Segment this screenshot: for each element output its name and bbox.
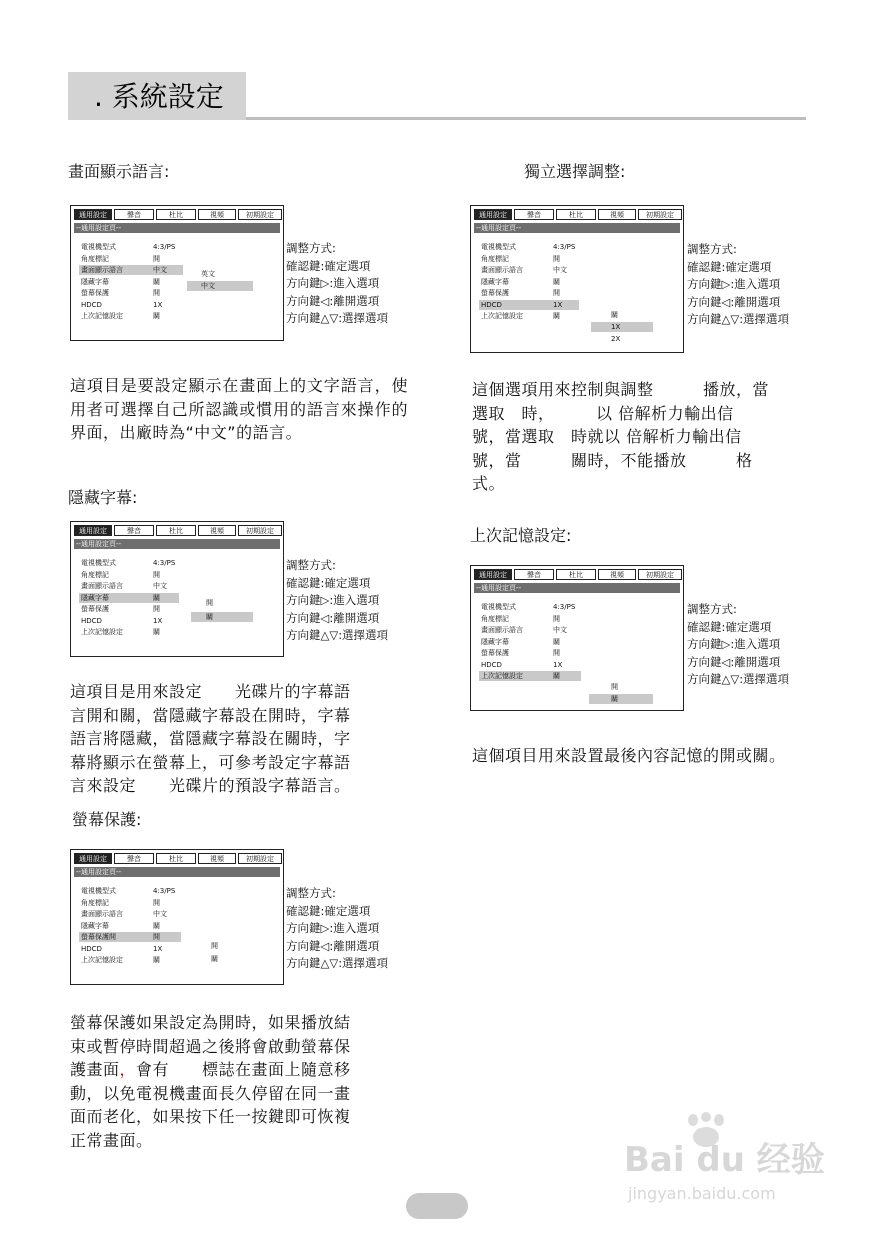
instruction-line: 方向鍵△▽:選擇選項	[286, 311, 389, 325]
osd-setting-label: 畫面顯示語言	[481, 626, 523, 634]
instruction-line: 方向鍵▷:進入選項	[286, 276, 380, 290]
osd-setting-row[interactable]	[71, 932, 283, 942]
osd-setting-value: 1X	[553, 300, 563, 309]
instruction-line: 確認鍵:確定選項	[286, 903, 371, 918]
osd-setting-value: 中文	[553, 626, 567, 634]
instruction-line: 確認鍵:確定選項	[286, 575, 371, 590]
osd-setting-value: 關	[553, 312, 560, 320]
osd-setting-label: 隱藏字幕	[81, 921, 109, 930]
osd-setting-value: 開	[153, 605, 160, 613]
osd-setting-value: 4:3/PS	[153, 243, 176, 251]
osd-panel-screen-saver	[70, 849, 284, 985]
osd-option[interactable]: 開	[211, 942, 218, 950]
osd-tab[interactable]: 聲音	[514, 209, 554, 220]
instructions-osd-language	[286, 240, 388, 328]
paragraph-line: 束或暫停時間超過之後將會啟動螢幕保	[70, 1036, 351, 1056]
osd-setting-row[interactable]	[71, 886, 283, 896]
osd-tab[interactable]: 聲音	[114, 525, 154, 536]
heading-closed-caption: 隱藏字幕:	[68, 488, 138, 507]
osd-option[interactable]: 開	[206, 599, 213, 607]
osd-tab-bar	[474, 209, 680, 221]
instructions-title: 調整方式:	[286, 241, 336, 255]
paragraph-line: 號，當選取 時就以 倍解析力輸出信	[472, 427, 742, 446]
osd-tab[interactable]: 杜比	[556, 569, 596, 580]
osd-setting-value: 關	[153, 277, 160, 286]
osd-setting-label: 隱藏字幕	[481, 637, 509, 646]
osd-setting-row[interactable]	[71, 593, 283, 603]
instruction-line: 確認鍵:確定選項	[687, 259, 772, 274]
osd-setting-value: 開	[553, 649, 560, 657]
paragraph-line: 言開和關，當隱藏字幕設在開時，字幕	[70, 705, 351, 725]
osd-setting-row[interactable]	[471, 242, 683, 252]
osd-setting-row[interactable]	[471, 311, 683, 321]
osd-section-bar: --通用設定頁--	[74, 867, 280, 877]
osd-tab[interactable]: 杜比	[556, 209, 596, 220]
osd-tab[interactable]: 聲音	[114, 853, 154, 864]
paragraph-hdcd	[472, 378, 808, 496]
instructions-last-memory	[687, 601, 789, 689]
osd-setting-label: HDCD	[481, 300, 502, 309]
osd-setting-value: 開	[153, 898, 160, 907]
instruction-line: 方向鍵◁:離開選項	[286, 293, 380, 308]
osd-setting-row[interactable]	[71, 955, 283, 965]
page-title: . 系統設定	[94, 80, 224, 113]
osd-setting-value: 開	[153, 254, 160, 263]
paragraph-line: 螢幕保護如果設定為開時，如果播放結	[70, 1013, 351, 1032]
osd-setting-value: 中文	[153, 582, 167, 590]
instruction-line: 方向鍵◁:離開選項	[687, 294, 781, 309]
osd-panel-closed-caption	[70, 521, 284, 657]
osd-tab-bar	[474, 569, 680, 581]
instructions-hdcd	[687, 241, 789, 329]
osd-setting-value: 關	[553, 672, 560, 680]
paragraph-last-memory: 這個項目用來設置最後內容記憶的開或關。	[472, 746, 786, 765]
instruction-line: 方向鍵△▽:選擇選項	[286, 628, 389, 642]
osd-setting-row[interactable]	[71, 909, 283, 919]
osd-setting-value: 1X	[153, 616, 163, 625]
osd-setting-value: 4:3/PS	[553, 243, 576, 251]
instruction-line: 方向鍵△▽:選擇選項	[687, 312, 790, 326]
osd-option[interactable]: 1X	[611, 323, 621, 331]
osd-setting-label: 電視機型式	[481, 603, 516, 611]
osd-setting-value: 關	[553, 277, 560, 286]
osd-tab-bar	[74, 209, 280, 221]
paragraph-line: 幕將顯示在螢幕上，可參考設定字幕語	[70, 752, 351, 772]
osd-setting-value: 開	[553, 254, 560, 263]
osd-option-highlight	[589, 694, 653, 704]
osd-setting-label: 畫面顯示語言	[81, 910, 123, 918]
red-comma: ，	[119, 1060, 137, 1079]
osd-setting-value: 開	[553, 289, 560, 297]
osd-setting-row[interactable]	[71, 242, 283, 252]
paragraph-line: 這項目是用來設定 光碟片的字幕語	[70, 682, 351, 701]
paragraph-line: 式。	[472, 474, 506, 493]
paragraph-osd-language: 這項目是要設定顯示在畫面上的文字語言，使用者可選擇自己所認識或慣用的語言來操作的界面，出廠時為“中文”的語言。	[70, 376, 408, 442]
osd-setting-row[interactable]	[71, 311, 283, 321]
osd-setting-value: 4:3/PS	[153, 559, 176, 567]
osd-tab-bar	[74, 853, 280, 865]
osd-setting-value: 關	[153, 921, 160, 930]
osd-section-bar: --通用設定頁--	[474, 583, 680, 593]
instruction-line: 方向鍵◁:離開選項	[286, 610, 380, 625]
osd-setting-value: 關	[153, 956, 160, 964]
osd-setting-label: 電視機型式	[81, 887, 116, 895]
paragraph-line: 面而老化，如果按下任一按鍵即可恢複	[70, 1107, 351, 1126]
osd-setting-value: 關	[153, 593, 160, 602]
osd-setting-label: 畫面顯示語言	[81, 582, 123, 590]
watermark-logo: Bai du 经验	[624, 1140, 825, 1180]
osd-tab[interactable]: 視頻	[198, 525, 236, 536]
paragraph-fragment: 護畫面	[70, 1060, 120, 1079]
osd-setting-label: 螢幕保護	[81, 289, 109, 297]
osd-setting-row[interactable]	[71, 265, 283, 275]
osd-tab[interactable]: 杜比	[156, 525, 196, 536]
osd-tab[interactable]: 視頻	[598, 209, 636, 220]
instructions-title: 調整方式:	[687, 602, 737, 616]
osd-tab[interactable]: 杜比	[156, 209, 196, 220]
osd-tab[interactable]: 通用設定	[74, 853, 112, 864]
instruction-line: 方向鍵▷:進入選項	[687, 277, 781, 291]
osd-setting-label: 電視機型式	[81, 243, 116, 251]
osd-tab[interactable]: 通用設定	[474, 209, 512, 220]
osd-setting-label: 上次記憶設定	[481, 672, 523, 680]
instructions-title: 調整方式:	[286, 558, 336, 572]
osd-setting-row[interactable]	[471, 625, 683, 635]
watermark-url: jingyan.baidu.com	[628, 1184, 776, 1203]
paragraph-line: 選取 時， 以 倍解析力輸出信	[472, 403, 734, 423]
osd-section-bar: --通用設定頁--	[474, 223, 680, 233]
osd-setting-row[interactable]	[471, 637, 683, 647]
heading-last-memory: 上次記憶設定:	[470, 526, 572, 545]
osd-setting-label: 角度標記	[81, 254, 109, 263]
osd-section-bar: --通用設定頁--	[74, 539, 280, 549]
osd-tab[interactable]: 初期設定	[238, 525, 282, 536]
osd-setting-row[interactable]	[471, 300, 683, 310]
heading-osd-language: 畫面顯示語言:	[68, 162, 170, 181]
osd-tab-bar	[74, 525, 280, 537]
osd-setting-row[interactable]	[71, 898, 283, 908]
osd-option[interactable]: 關	[611, 695, 618, 703]
osd-setting-label: 角度標記	[481, 614, 509, 623]
osd-setting-row[interactable]	[471, 254, 683, 264]
osd-option[interactable]: 2X	[611, 335, 621, 343]
instruction-line: 確認鍵:確定選項	[286, 258, 371, 273]
paragraph-line	[70, 1058, 408, 1082]
osd-setting-value: 4:3/PS	[153, 887, 176, 895]
osd-setting-value: 關	[553, 637, 560, 646]
osd-setting-row[interactable]	[71, 581, 283, 591]
osd-setting-value: 1X	[553, 660, 563, 669]
osd-setting-label: 上次記憶設定	[81, 312, 123, 320]
osd-setting-value: 中文	[553, 266, 567, 274]
osd-tab[interactable]: 通用設定	[74, 209, 112, 220]
title-rule	[246, 117, 806, 120]
heading-screen-saver: 螢幕保護:	[72, 810, 142, 829]
osd-setting-value: 開	[153, 570, 160, 579]
osd-tab[interactable]: 聲音	[514, 569, 554, 580]
paragraph-line: 言來設定 光碟片的預設字幕語言。	[70, 776, 351, 795]
osd-setting-label: HDCD	[81, 944, 102, 953]
osd-setting-row[interactable]	[71, 300, 283, 310]
paragraph-closed-caption	[70, 680, 408, 798]
paragraph-line: 正常畫面。	[70, 1130, 153, 1150]
osd-option[interactable]: 關	[611, 311, 618, 319]
osd-setting-label: 螢幕保護	[481, 649, 509, 657]
osd-setting-row[interactable]	[71, 944, 283, 954]
osd-setting-value: 1X	[153, 300, 163, 309]
osd-setting-value: 4:3/PS	[553, 603, 576, 611]
instruction-line: 方向鍵▷:進入選項	[687, 637, 781, 651]
instructions-title: 調整方式:	[286, 886, 336, 900]
osd-setting-row[interactable]	[471, 288, 683, 298]
instruction-line: 方向鍵▷:進入選項	[286, 921, 380, 935]
instruction-line: 方向鍵◁:離開選項	[687, 654, 781, 669]
osd-setting-value: 1X	[153, 944, 163, 953]
osd-setting-label: 角度標記	[481, 254, 509, 263]
heading-hdcd: 獨立選擇調整:	[524, 162, 626, 181]
osd-option-highlight	[187, 281, 253, 291]
paragraph-screen-saver	[70, 1011, 408, 1152]
instruction-line: 方向鍵△▽:選擇選項	[687, 672, 790, 686]
osd-setting-label: 上次記憶設定	[81, 628, 123, 636]
osd-setting-label: 上次記憶設定	[481, 312, 523, 320]
osd-tab[interactable]: 初期設定	[638, 569, 682, 580]
osd-setting-label: 角度標記	[81, 898, 109, 907]
instruction-line: 確認鍵:確定選項	[687, 619, 772, 634]
osd-setting-label: HDCD	[81, 616, 102, 625]
osd-setting-label: 隱藏字幕	[81, 277, 109, 286]
osd-setting-label: 畫面顯示語言	[81, 266, 123, 274]
osd-setting-label: 隱藏字幕	[81, 593, 109, 602]
instruction-line: 方向鍵△▽:選擇選項	[286, 956, 389, 970]
osd-option-highlight	[591, 322, 653, 332]
osd-setting-row[interactable]	[471, 671, 683, 681]
osd-setting-value: 關	[153, 628, 160, 636]
osd-tab[interactable]: 通用設定	[474, 569, 512, 580]
instruction-line: 方向鍵▷:進入選項	[286, 593, 380, 607]
osd-setting-label: 螢幕保護開	[81, 933, 116, 941]
osd-setting-label: 上次記憶設定	[81, 956, 123, 964]
paragraph-line: 語言將隱藏，當隱藏字幕設在關時，字	[70, 729, 351, 748]
osd-tab[interactable]: 杜比	[156, 853, 196, 864]
osd-setting-row[interactable]	[471, 602, 683, 612]
paragraph-line: 動，以免電視機畫面長久停留在同一畫	[70, 1083, 351, 1103]
instruction-line: 方向鍵◁:離開選項	[286, 938, 380, 953]
osd-setting-label: 螢幕保護	[81, 605, 109, 613]
osd-setting-row[interactable]	[471, 265, 683, 275]
osd-setting-value: 開	[153, 289, 160, 297]
osd-setting-label: 螢幕保護	[481, 289, 509, 297]
osd-setting-label: HDCD	[481, 660, 502, 669]
paragraph-fragment: 會有 標誌在畫面上隨意移	[136, 1060, 351, 1079]
osd-tab[interactable]: 初期設定	[238, 209, 282, 220]
osd-option-highlight	[191, 612, 253, 622]
paragraph-line: 這個選項用來控制與調整 播放，當	[472, 380, 770, 399]
osd-panel-osd-language	[70, 205, 284, 341]
instructions-title: 調整方式:	[687, 242, 737, 256]
osd-setting-row[interactable]	[471, 648, 683, 658]
osd-panel-last-memory	[470, 565, 684, 711]
osd-section-bar: --通用設定頁--	[74, 223, 280, 233]
osd-tab[interactable]: 視頻	[598, 569, 636, 580]
osd-setting-label: 隱藏字幕	[481, 277, 509, 286]
osd-tab[interactable]: 通用設定	[74, 525, 112, 536]
osd-option[interactable]: 關	[211, 955, 218, 963]
instructions-screen-saver	[286, 885, 388, 973]
osd-tab[interactable]: 視頻	[198, 853, 236, 864]
osd-setting-value: 中文	[153, 266, 167, 274]
osd-setting-row[interactable]	[471, 660, 683, 670]
osd-setting-row[interactable]	[71, 558, 283, 568]
osd-setting-row[interactable]	[71, 254, 283, 264]
osd-setting-row[interactable]	[71, 627, 283, 637]
osd-panel-hdcd	[470, 205, 684, 353]
osd-setting-label: 電視機型式	[481, 243, 516, 251]
osd-setting-label: 角度標記	[81, 570, 109, 579]
paragraph-line: 號，當 關時，不能播放 格	[472, 450, 753, 470]
osd-setting-label: 畫面顯示語言	[481, 266, 523, 274]
page-number-pill	[406, 1193, 468, 1219]
osd-setting-row[interactable]	[71, 921, 283, 931]
osd-tab[interactable]: 初期設定	[238, 853, 282, 864]
osd-setting-value: 中文	[153, 910, 167, 918]
osd-setting-row[interactable]	[71, 570, 283, 580]
osd-setting-label: HDCD	[81, 300, 102, 309]
osd-tab[interactable]: 初期設定	[638, 209, 682, 220]
instructions-closed-caption	[286, 557, 388, 645]
osd-option[interactable]: 英文	[201, 270, 215, 278]
osd-option[interactable]: 開	[611, 683, 618, 691]
osd-setting-row[interactable]	[471, 614, 683, 624]
osd-tab[interactable]: 聲音	[114, 209, 154, 220]
osd-setting-value: 開	[153, 933, 160, 941]
osd-option[interactable]: 關	[206, 613, 213, 621]
osd-tab[interactable]: 視頻	[198, 209, 236, 220]
osd-setting-value: 關	[153, 312, 160, 320]
osd-option[interactable]: 中文	[201, 282, 215, 290]
osd-setting-value: 開	[553, 614, 560, 623]
osd-setting-label: 電視機型式	[81, 559, 116, 567]
osd-setting-row[interactable]	[471, 277, 683, 287]
